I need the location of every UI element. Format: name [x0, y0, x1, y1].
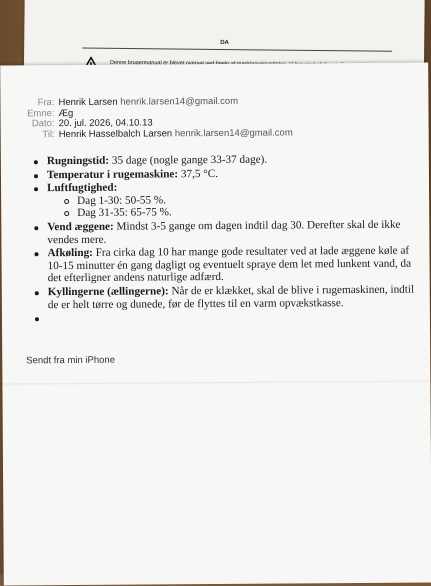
list-item	[35, 284, 420, 312]
sub-list-item: Dag 31-35: 65-75 %.	[47, 205, 419, 220]
list-item	[34, 153, 419, 168]
item-text: 35 dage (nogle gange 33-37 dage).	[109, 154, 267, 167]
list-item	[34, 180, 419, 220]
list-item	[34, 219, 419, 247]
item-term: Rugningstid:	[47, 155, 109, 167]
manual-heading: DA	[220, 40, 229, 46]
paper-fold	[2, 381, 430, 386]
subject-value: Æg	[58, 107, 73, 118]
list-item	[34, 166, 419, 181]
empty-list-item	[35, 310, 420, 325]
item-term: Vend æggene:	[47, 221, 113, 233]
email-header	[10, 96, 292, 140]
item-text: Fra cirka dag 10 har mange gode resultater ved at lade æggene køle af 10-15 minutter én gang dagligt og eventuelt sprayе dem let med lunkent vand, da det efterligner andens naturlige adfærd.	[48, 245, 412, 285]
email-printout	[0, 63, 431, 586]
item-text: Mindst 3-5 gange om dagen indtil dag 30. Derefter skal de ikke vendes mere.	[47, 219, 400, 246]
item-text: Når de er klækket, skal de blive i rugemaskinen, indtil de er helt tørre og dunede, før de flyttes til en varm opvækstkasse.	[48, 284, 414, 311]
humidity-list	[47, 192, 419, 220]
from-name: Henrik Larsen	[58, 97, 117, 108]
from-label: Fra:	[10, 98, 54, 109]
list-item	[34, 245, 419, 285]
manual-divider	[82, 48, 392, 52]
subject-label: Emne:	[10, 109, 54, 120]
from-email: henrik.larsen14@gmail.com	[120, 96, 238, 108]
sub-list-item: Dag 1-30: 50-55 %.	[47, 192, 419, 207]
item-term: Afkøling:	[47, 247, 92, 259]
date-label: Dato:	[11, 119, 55, 130]
item-term: Kyllingerne (ællingerne):	[48, 285, 169, 298]
instructions-list	[34, 153, 420, 325]
item-term: Luftfugtighed:	[47, 182, 117, 194]
to-name: Henrik Hasselbalch Larsen	[59, 128, 173, 140]
to-email: henrik.larsen14@gmail.com	[175, 127, 293, 139]
to-row	[11, 128, 293, 140]
item-term: Temperatur i rugemaskine:	[47, 168, 178, 181]
email-signature: Sendt fra min iPhone	[26, 355, 115, 367]
date-value: 20. jul. 2026, 04.10.13	[59, 117, 153, 129]
to-label: Til:	[11, 130, 55, 141]
item-text: 37,5 °C.	[178, 168, 218, 180]
email-body	[34, 153, 420, 326]
